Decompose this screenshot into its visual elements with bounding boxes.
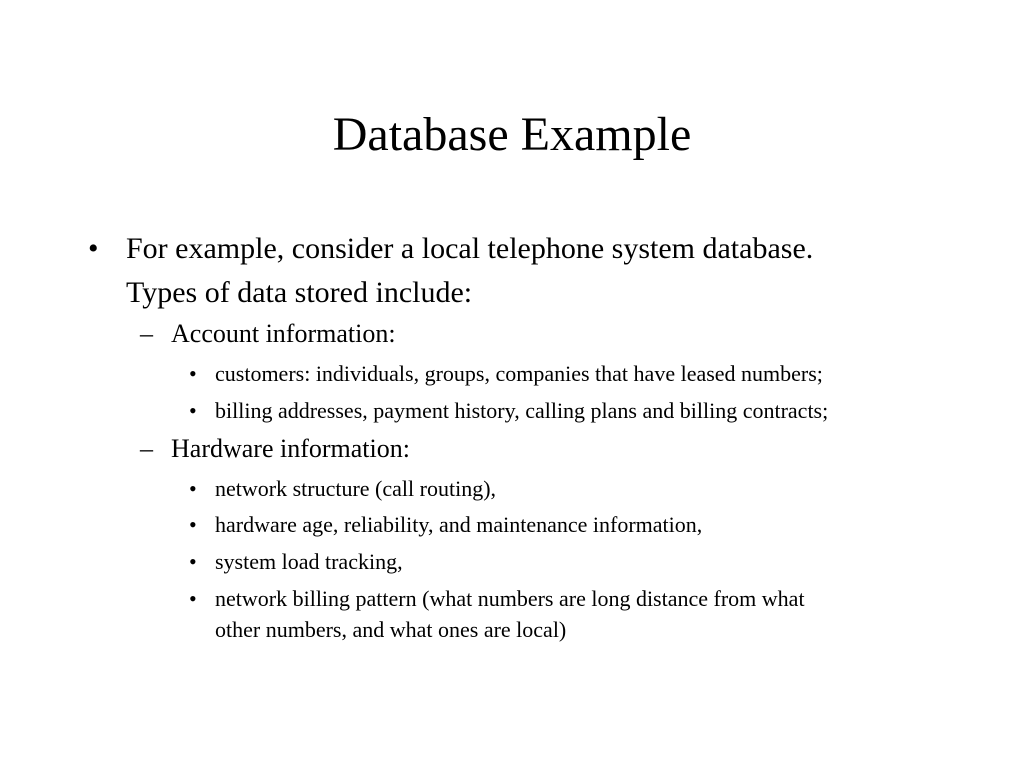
intro-line-1: For example, consider a local telephone system database. [126, 232, 814, 265]
bullet-icon: • [189, 398, 197, 423]
bullet-icon: • [189, 476, 197, 501]
bullet-icon: • [189, 512, 197, 537]
intro-text [126, 227, 986, 315]
section-heading-text: Account information: [171, 319, 396, 348]
list-item-line-1: network billing pattern (what numbers are long distance from what [215, 586, 805, 611]
list-item-text: hardware age, reliability, and maintenance information, [215, 512, 703, 537]
list-item-text [215, 583, 945, 645]
list-item-text: network structure (call routing), [215, 476, 497, 501]
bullet-icon: • [189, 549, 197, 574]
dash-icon: – [140, 319, 153, 348]
bullet-icon: • [88, 232, 99, 265]
intro-line-2: Types of data stored include: [126, 276, 473, 309]
slide-title: Database Example [332, 108, 692, 161]
bullet-icon: • [189, 361, 197, 386]
list-item-text: customers: individuals, groups, companies that have leased numbers; [215, 361, 823, 386]
section-heading-text: Hardware information: [171, 434, 410, 463]
bullet-icon: • [189, 586, 197, 611]
dash-icon: – [140, 434, 153, 463]
list-item-line-2: other numbers, and what ones are local) [215, 617, 567, 642]
list-item-text: system load tracking, [215, 549, 403, 574]
list-item-text: billing addresses, payment history, calling plans and billing contracts; [215, 398, 829, 423]
